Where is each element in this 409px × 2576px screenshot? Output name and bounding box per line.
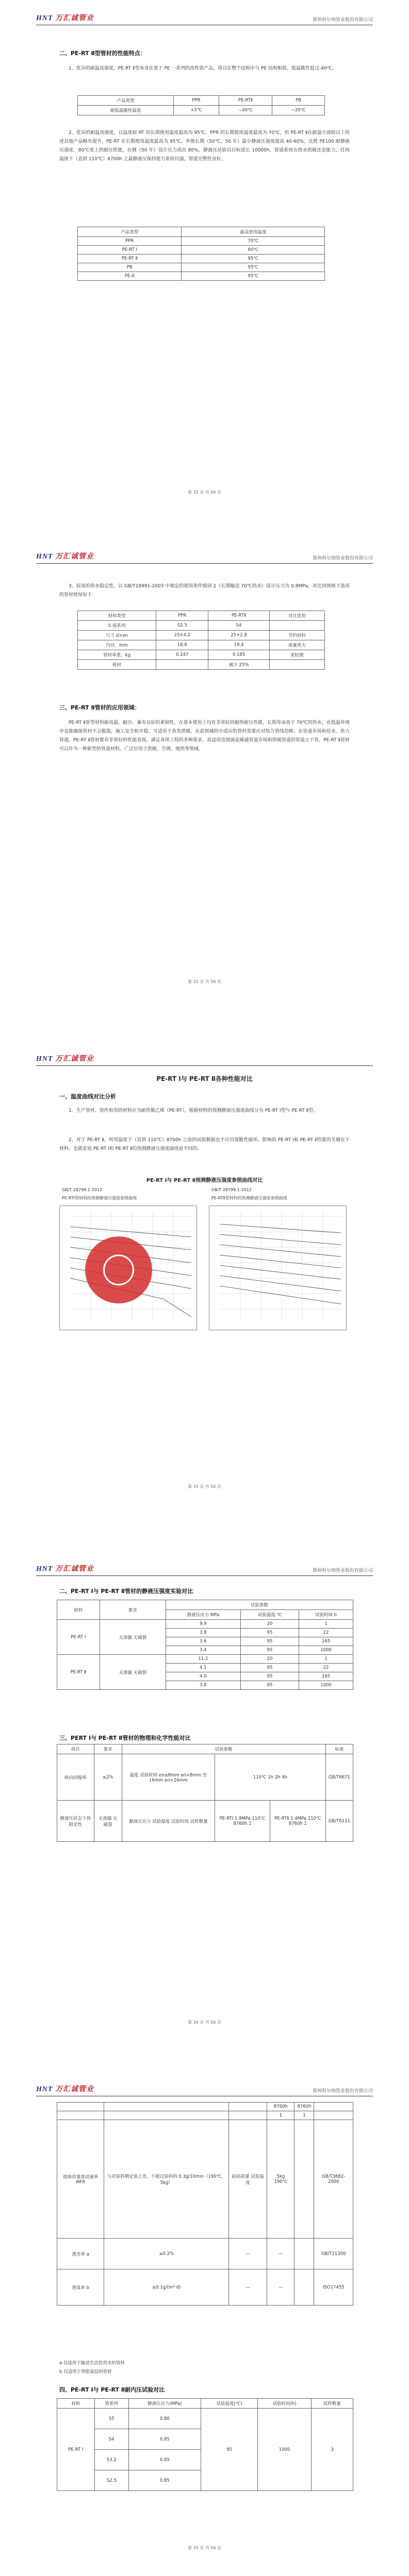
table-cell: PE-RTⅡ 2.4MPa 110℃ 8760h 1: [270, 1801, 325, 1842]
table-cell: 纵向回缩率: [57, 1754, 94, 1801]
table-cell: 砝码质量 试验温度: [229, 2120, 267, 2239]
company-name: 郑州科尔纳管业股份有限公司: [312, 556, 373, 561]
table-cell: S4: [94, 2429, 128, 2450]
table-cell: 95: [240, 1629, 299, 1637]
table-cell: S2.5: [156, 621, 208, 631]
table-cell: 尺寸 d×en: [78, 631, 156, 640]
table-cell: 无渗漏 无破裂: [100, 1620, 166, 1655]
company-logo: HNT 万汇诚管业: [36, 1055, 94, 1063]
table-cell: 0.85: [128, 2429, 201, 2450]
company-logo: HNT 万汇诚管业: [36, 553, 94, 561]
table-header: 试验参数: [166, 1600, 353, 1610]
table-cell: 3.8: [166, 1629, 240, 1637]
page-header: [36, 1051, 373, 1066]
section-title: 二、PE-RT Ⅱ型管材的性能特点：: [59, 50, 146, 57]
table-cell: 耗材: [78, 660, 156, 670]
table-header: 材料类型: [78, 611, 156, 621]
figure-caption: PE-RTⅠ型材料的预测静液压强度参照曲线: [62, 1196, 137, 1200]
table-cell: —: [229, 2239, 267, 2269]
table-cell: [295, 2269, 314, 2306]
table-cell: [229, 2103, 267, 2111]
table-cell: 20: [240, 1620, 299, 1629]
table-cell: 熔体质量流动速率 MFR: [57, 2120, 104, 2239]
section-title: 三、PERT Ⅰ与 PE-RT Ⅱ管材的物理和化学性能对比: [59, 1735, 191, 1741]
page-1: [0, 0, 409, 526]
table-cell: 95: [240, 1637, 299, 1646]
table-cell: [295, 2239, 314, 2269]
table-cell: 1: [295, 2111, 314, 2120]
table-cell: 19.4: [208, 640, 269, 650]
grid-lines: [220, 1211, 341, 1322]
brittle-temp-table: [77, 95, 325, 115]
table-header: 要求: [94, 1744, 122, 1754]
page-number: 第 32 页 共 56 页: [187, 979, 222, 984]
table-cell: S 值系列: [78, 621, 156, 631]
page-2: [0, 526, 409, 1020]
table-cell: 流量更大: [269, 640, 324, 650]
table-cell: ≤0.1g/(m³·d): [104, 2269, 229, 2306]
table-cell: ≤0.2%: [104, 2239, 229, 2269]
page-number: 第 31 页 共 56 页: [187, 490, 222, 495]
table-header: 试验温度(℃): [201, 2399, 258, 2409]
table-header: 试验参数: [122, 1744, 325, 1754]
page-number: 第 35 页 共 56 页: [187, 2546, 222, 2550]
regression-curve-chart-right: [209, 1206, 347, 1330]
page-header: [36, 2081, 373, 2096]
table-cell: PE-RT Ⅱ: [57, 1655, 100, 1690]
table-cell: 20: [240, 1655, 299, 1664]
table-cell: 3.6: [166, 1637, 240, 1646]
table-cell: +5℃: [174, 106, 219, 115]
table-header: 标准: [325, 1744, 353, 1754]
table-cell: —: [267, 2269, 295, 2306]
table-cell: 3.8: [166, 1681, 240, 1690]
table-header: PE-RTⅡ: [208, 611, 269, 621]
table-cell: 无渗漏 无破裂: [94, 1801, 122, 1842]
table-cell: 耐低温脆性温度: [78, 106, 174, 115]
page-5: [0, 2056, 409, 2576]
table-header: 静液压应力(MPa): [128, 2399, 201, 2409]
figure-title: PE-RT Ⅰ与 PE-RT Ⅱ预测静液压强度参照曲线对比: [146, 1178, 263, 1183]
table-cell: −20℃: [272, 106, 325, 115]
table-cell: 165: [299, 1672, 353, 1681]
table-header: 静液压应力 MPa: [166, 1610, 240, 1620]
table-cell: 5kg 190℃: [267, 2120, 295, 2239]
table-cell: 25×2.8: [208, 631, 269, 640]
table-cell: ISO17455: [314, 2269, 353, 2306]
table-cell: PB: [78, 263, 182, 272]
table-cell: —: [267, 2239, 295, 2269]
paragraph: 3、较高的热水稳定性，以 GB/T18991-2003 中规定的使用条件级别 2（长期输送 70℃热水）设计压力为 0.8MPa，对比同规格下选用的管材壁厚如下：: [59, 584, 350, 598]
table-cell: ≤2%: [94, 1754, 122, 1801]
table-cell: 与对原料测定值之差，不超过原料的 0.3g/10min（190℃，5kg）: [104, 2120, 229, 2239]
table-cell: 更轻便: [269, 650, 324, 660]
paragraph: 1、优异的耐温高强度，PE-RT Ⅱ型本身在基于 PE 一系列的改性资产品，将以在整个结构中与 PE 结构相似，低温脆性低过-40℃。: [69, 66, 337, 71]
table-cell: 95℃: [182, 272, 325, 281]
table-cell: 内径，mm: [78, 640, 156, 650]
table-cell: 0.185: [208, 650, 269, 660]
company-name: 郑州科尔纳管业股份有限公司: [312, 18, 373, 23]
table-header: 要求: [100, 1600, 166, 1620]
physical-chemical-table-cont: [57, 2102, 353, 2306]
company-logo: HNT 万汇诚管业: [36, 2086, 94, 2093]
table-cell: 95: [240, 1664, 299, 1672]
table-cell: 110℃ 1h 2h 4h: [215, 1754, 326, 1801]
company-name: 郑州科尔纳管业股份有限公司: [312, 1568, 373, 1573]
document-title: PE-RT Ⅰ与 PE-RT Ⅱ各种性能对比: [156, 1075, 253, 1082]
table-cell: PE-RT Ⅰ: [57, 2409, 95, 2491]
table-cell: 4.0: [166, 1672, 240, 1681]
table-cell: −40℃: [219, 106, 272, 115]
page-header: [36, 1561, 373, 1576]
table-cell: 22: [299, 1629, 353, 1637]
table-cell: S2.5: [94, 2470, 128, 2491]
table-cell: GB/T3682-2000: [314, 2120, 353, 2239]
table-header: 最高使用温度: [182, 227, 325, 237]
table-cell: S3.2: [94, 2450, 128, 2470]
paragraph: PE-RT Ⅱ管型材料耐高温、耐冷、兼有良好的柔韧性，在基本使用上均有非常好的耐热耐压性能，长期寿命高于 70℃的热水，在低温环境中也能确保管材不会脆裂，施工安全和平稳，可适用于各类供暖，在此领域的中适应的管材需要应对热力管线范畴。在管道市场和给水、热力管道，PE-RT Ⅱ管材都有非常好的性能表现，满足各项工程的多种需求，其适用范围涵盖暖通管道市场和供暖管道的管道主干管，PE-RT Ⅱ管材可以作为一种新型的管道材料，广泛应用于供暖、空调、地热等领域。: [59, 720, 350, 752]
table-cell: GB/T6671: [325, 1754, 353, 1801]
table-cell: 1000: [258, 2409, 311, 2491]
table-cell: —: [229, 2269, 267, 2306]
table-cell: 静液压状态下热稳定性: [57, 1801, 94, 1842]
table-cell: [314, 2103, 353, 2111]
table-cell: 1: [299, 1655, 353, 1664]
table-cell: 4.1: [166, 1664, 240, 1672]
table-cell: 1000: [299, 1646, 353, 1655]
paragraph: 1、生产管材，管件和用的材料应为耐热聚乙烯（PE-RT），根据材料的预测静液压强度曲线分为 PE-RT Ⅰ型与 PE-RT Ⅱ型。: [69, 1108, 318, 1113]
table-cell: [104, 2103, 229, 2111]
physical-chemical-table: [57, 1744, 353, 1842]
table-header: PPR: [174, 96, 219, 106]
table-header: 试验温度 ℃: [240, 1610, 299, 1620]
page-4: [0, 1535, 409, 2056]
page-number: 第 33 页 共 56 页: [187, 1484, 222, 1489]
figure-standard: GB/T 28799.1-2012: [211, 1188, 252, 1192]
page-number: 第 34 页 共 56 页: [187, 2020, 222, 2025]
table-cell: 16.6: [156, 640, 208, 650]
section-title: 二、PE-RT Ⅰ与 PE-RT Ⅱ管材的静液压强度实验对比: [59, 1588, 193, 1595]
table-cell: 温度 试验时间 en≤8mm en>8mm 至 16mm en>16mm: [122, 1754, 215, 1801]
table-cell: 0.80: [128, 2409, 201, 2429]
hydrostatic-strength-table: [57, 1600, 353, 1690]
table-cell: PE-RT Ⅱ: [78, 255, 182, 263]
table-cell: 0.65: [128, 2450, 201, 2470]
table-cell: 1: [267, 2111, 295, 2120]
table-cell: 3: [311, 2409, 353, 2491]
internal-pressure-table: [57, 2398, 353, 2491]
table-cell: 25×4.2: [156, 631, 208, 640]
table-cell: [57, 2103, 104, 2111]
table-cell: [269, 660, 324, 670]
table-cell: [57, 2111, 104, 2120]
footnote: b 仅适用于带阻氧层的管材: [59, 2369, 112, 2375]
section-title: 四、PE-RT Ⅰ与 PE-RT Ⅱ耐内压试验对比: [59, 2386, 165, 2393]
table-cell: 0.247: [156, 650, 208, 660]
table-header: 材料: [57, 2399, 95, 2409]
table-cell: 95: [240, 1646, 299, 1655]
table-cell: [229, 2111, 267, 2120]
table-header: 对比优势: [269, 611, 324, 621]
table-cell: 静液压应力 试验温度 试验时间 试样数量: [122, 1801, 215, 1842]
table-cell: PPR: [78, 237, 182, 246]
table-header: 试样数量: [311, 2399, 353, 2409]
table-header: 试验时间 h: [299, 1610, 353, 1620]
figure-standard: GB/T 28799.1-2012: [62, 1188, 103, 1192]
table-header: 试验时间(h): [258, 2399, 311, 2409]
table-header: PPR: [156, 611, 208, 621]
company-seal-ring: [103, 1255, 134, 1285]
company-logo: HNT 万汇诚管业: [36, 14, 94, 22]
page-header: [36, 549, 373, 564]
table-cell: PE-RT Ⅰ: [78, 246, 182, 255]
table-header: 材料: [57, 1600, 100, 1620]
table-cell: 95: [240, 1681, 299, 1690]
wall-thickness-table: [77, 611, 325, 670]
table-cell: 无渗漏 无破裂: [100, 1655, 166, 1690]
table-cell: 节约材料: [269, 631, 324, 640]
table-header: 管系列: [94, 2399, 128, 2409]
table-cell: 95: [201, 2409, 258, 2491]
table-cell: [269, 621, 324, 631]
table-cell: 95: [240, 1672, 299, 1681]
table-cell: 透光率 a: [57, 2239, 104, 2269]
table-header: 产品类型: [78, 96, 174, 106]
table-cell: 70℃: [182, 237, 325, 246]
table-cell: S5: [94, 2409, 128, 2429]
table-header: 项目: [57, 1744, 94, 1754]
table-cell: 1: [299, 1620, 353, 1629]
table-header: PB: [272, 96, 325, 106]
paragraph: 2、优异的耐温高强度，以温度较 RT 的长期使用温度最高为 95℃，PPR 的长期使用温度最高为 70℃，但 PE-RT Ⅱ在耐温方面较以上所述其他产品略有提升，PE-RT 在长期使用温度最高为 95℃，外推长期（50℃，50 年）最小静液压强度提高 40-60%，比胜 PE100 耐静液压强度，80℃度上的耐压性能，在测（50 年）设计压力高出 80%，静液压试验以目标延长 10000h，管道系统在热水供暖还是能力，任何温度下（直到 110℃）8700h 之最静液压保持能力系统均强，管道完整性良好。: [59, 130, 350, 162]
table-header: PE-RTⅡ: [219, 96, 272, 106]
company-name: 郑州科尔纳管业股份有限公司: [312, 2089, 373, 2094]
table-cell: 165: [299, 1637, 353, 1646]
table-cell: PE-RTⅠ 1.9MPa 110℃ 8760h 1: [215, 1801, 270, 1842]
table-cell: 管材单重，kg: [78, 650, 156, 660]
table-cell: 11.2: [166, 1655, 240, 1664]
table-cell: S4: [208, 621, 269, 631]
max-temp-table: [77, 227, 325, 281]
section-title: 一、温度曲线对比分析: [59, 1093, 116, 1100]
table-cell: GB/T6111: [325, 1801, 353, 1842]
table-cell: [156, 660, 208, 670]
figure-caption: PE-RTⅡ型材料的预测静液压强度参照曲线: [211, 1196, 287, 1200]
table-header: 产品类型: [78, 227, 182, 237]
table-cell: 22: [299, 1664, 353, 1672]
footnote: a 仅适用于输送生活饮用水的管材: [59, 2361, 125, 2366]
page-header: [36, 10, 373, 25]
table-cell: [104, 2111, 229, 2120]
table-cell: 8760h: [295, 2103, 314, 2111]
table-cell: GB/T21300: [314, 2239, 353, 2269]
table-cell: 95℃: [182, 263, 325, 272]
company-logo: HNT 万汇诚管业: [36, 1565, 94, 1573]
table-cell: 8760h: [267, 2103, 295, 2111]
table-cell: PE-RT Ⅰ: [57, 1620, 100, 1655]
table-cell: 1000: [299, 1681, 353, 1690]
page-3: [0, 1020, 409, 1535]
table-cell: 透氧率 b: [57, 2269, 104, 2306]
table-cell: 3.4: [166, 1646, 240, 1655]
table-cell: 60℃: [182, 246, 325, 255]
table-cell: 9.9: [166, 1620, 240, 1629]
section-title: 三、PE-RT Ⅱ管材的应用领域：: [59, 704, 140, 711]
table-cell: 0.85: [128, 2470, 201, 2491]
table-cell: PE-X: [78, 272, 182, 281]
table-cell: 减少 25%: [208, 660, 269, 670]
table-cell: [314, 2111, 353, 2120]
table-cell: 95℃: [182, 255, 325, 263]
table-cell: [295, 2120, 314, 2239]
paragraph: 2、对于 PE-RT Ⅱ，所用温度下（直到 110℃）8700h 之前的试验数据也不应出现脆性破坏。影响到 PE-RT Ⅰ和 PE-RT Ⅱ性能的关键在于材料，也就是说 PE-RT Ⅰ和 PE-RT Ⅱ的预测静液压强度曲线是不同的。: [59, 1138, 350, 1151]
